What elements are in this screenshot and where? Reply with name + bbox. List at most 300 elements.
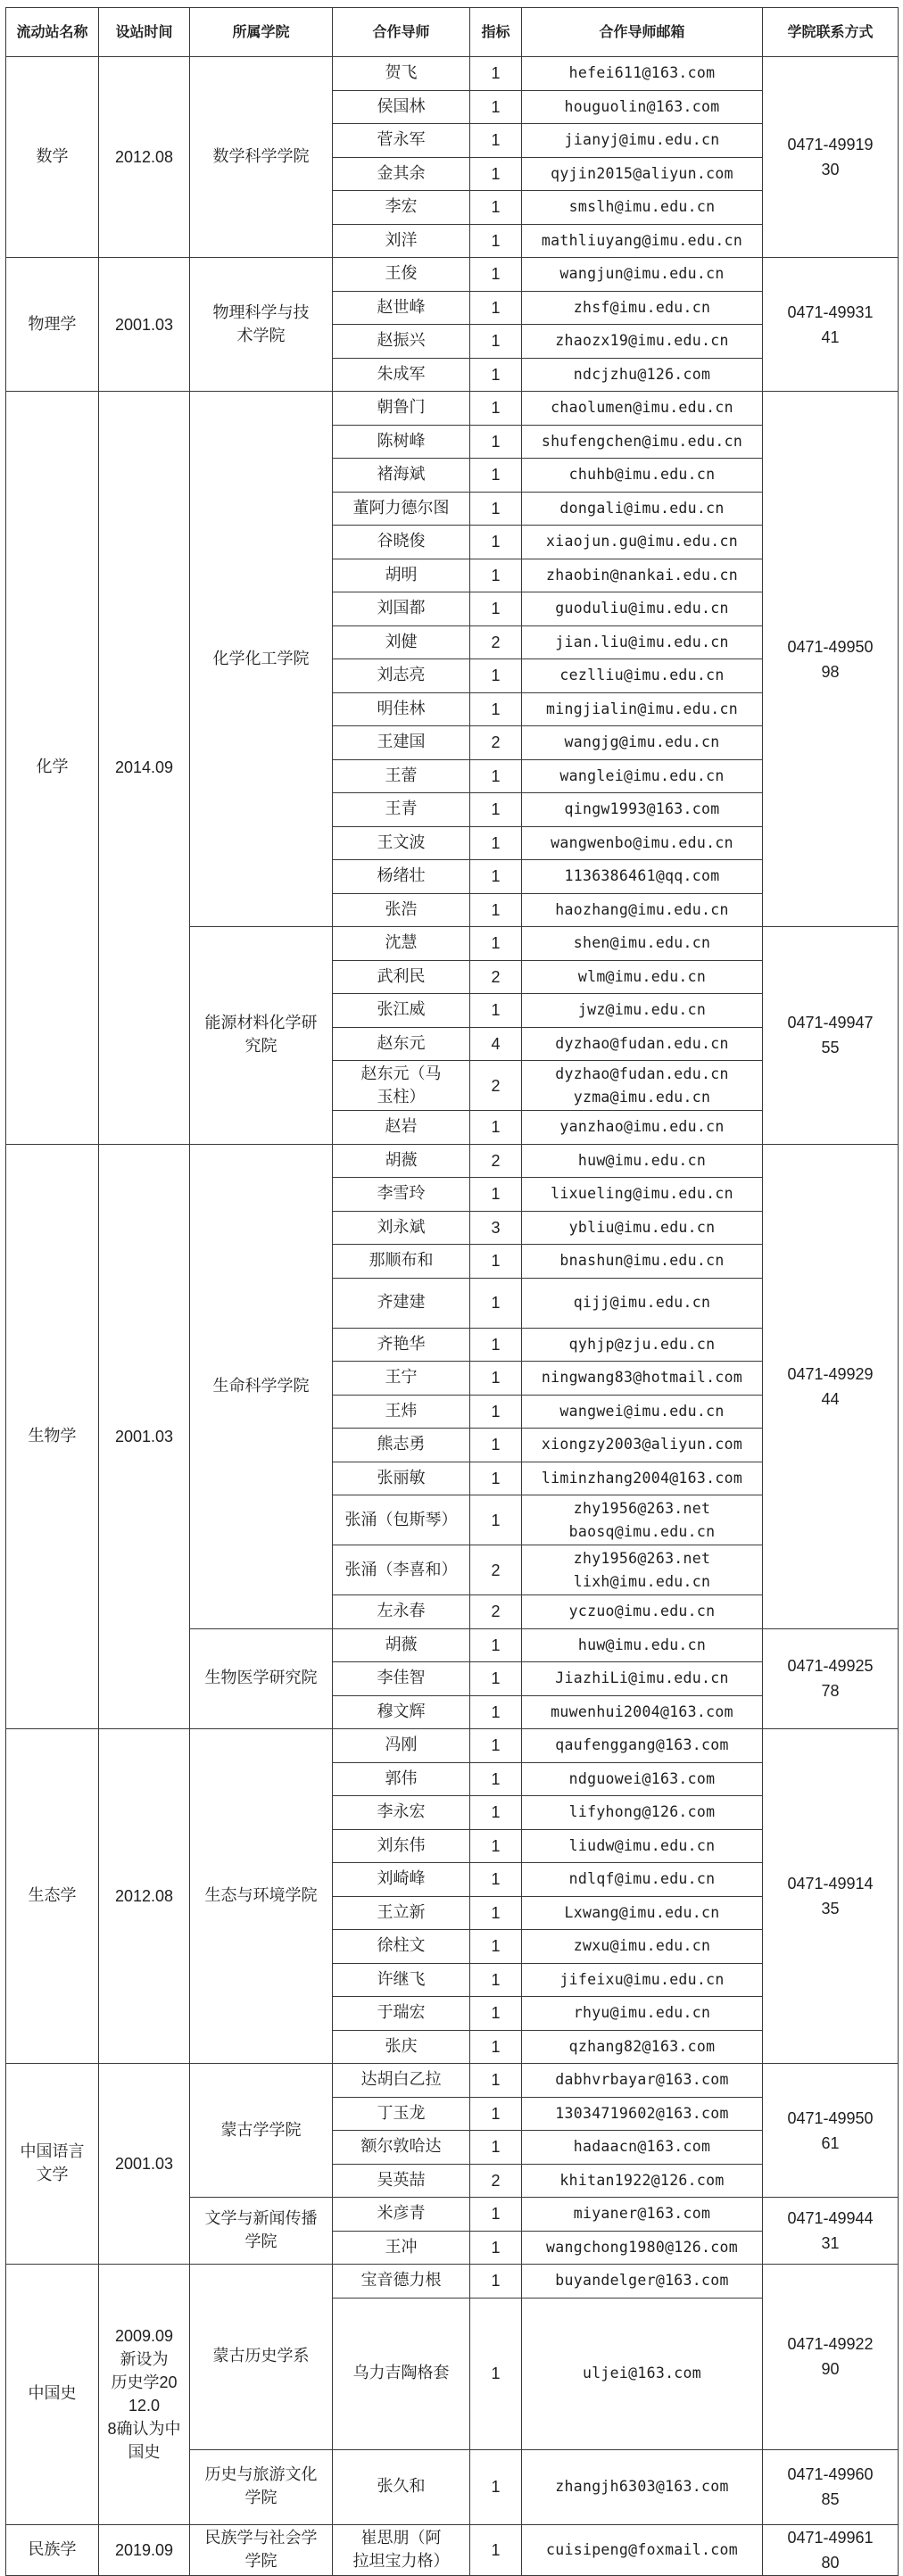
advisor-name: 于瑞宏 xyxy=(333,1997,470,2031)
college-name-line: 能源材料化学研 xyxy=(204,1014,318,1033)
advisor-table xyxy=(5,7,899,2576)
advisor-name: 金其余 xyxy=(333,157,470,191)
advisor-name: 许继飞 xyxy=(333,1963,470,1997)
college-name-line: 民族学与社会学 xyxy=(204,2528,318,2547)
advisor-email[interactable]: dyzhao@fudan.edu.cn xyxy=(522,1027,763,1061)
college-contact xyxy=(763,2064,899,2198)
advisor-email[interactable]: smslh@imu.edu.cn xyxy=(522,191,763,225)
advisor-quota: 1 xyxy=(470,659,522,693)
advisor-email[interactable]: jifeixu@imu.edu.cn xyxy=(522,1963,763,1997)
advisor-email[interactable]: jianyj@imu.edu.cn xyxy=(522,124,763,158)
contact-line: 0471-49950 xyxy=(787,637,874,656)
advisor-quota: 2 xyxy=(470,1545,522,1595)
advisor-name: 齐建建 xyxy=(333,1278,470,1328)
college-contact xyxy=(763,392,899,927)
advisor-email[interactable]: jian.liu@imu.edu.cn xyxy=(522,625,763,659)
advisor-email[interactable]: shen@imu.edu.cn xyxy=(522,927,763,961)
advisor-name: 沈慧 xyxy=(333,927,470,961)
advisor-email[interactable]: houguolin@163.com xyxy=(522,90,763,124)
college-name: 生态与环境学院 xyxy=(190,1729,333,2064)
advisor-email[interactable]: JiazhiLi@imu.edu.cn xyxy=(522,1662,763,1696)
advisor-name: 乌力吉陶格套 xyxy=(333,2298,470,2449)
college-name xyxy=(190,2449,333,2524)
advisor-quota: 1 xyxy=(470,191,522,225)
college-contact xyxy=(763,57,899,258)
advisor-quota: 1 xyxy=(470,2131,522,2165)
advisor-name: 武利民 xyxy=(333,960,470,994)
advisor-email[interactable] xyxy=(522,1061,763,1111)
advisor-name: 刘东伟 xyxy=(333,1829,470,1863)
advisor-name: 王文波 xyxy=(333,826,470,860)
advisor-name: 王炜 xyxy=(333,1395,470,1429)
advisor-quota: 2 xyxy=(470,1144,522,1178)
advisor-email[interactable]: huw@imu.edu.cn xyxy=(522,1144,763,1178)
advisor-quota: 1 xyxy=(470,1328,522,1362)
advisor-quota: 1 xyxy=(470,157,522,191)
advisor-name: 冯刚 xyxy=(333,1729,470,1763)
advisor-quota: 1 xyxy=(470,994,522,1028)
advisor-name: 张江威 xyxy=(333,994,470,1028)
advisor-quota: 1 xyxy=(470,2265,522,2299)
advisor-name: 刘永斌 xyxy=(333,1211,470,1245)
station-name-line: 文学 xyxy=(36,2166,69,2184)
advisor-name: 穆文辉 xyxy=(333,1695,470,1729)
advisor-email[interactable]: bnashun@imu.edu.cn xyxy=(522,1245,763,1279)
advisor-quota: 1 xyxy=(470,1963,522,1997)
advisor-quota: 1 xyxy=(470,2449,522,2524)
advisor-name: 王冲 xyxy=(333,2231,470,2265)
advisor-email[interactable]: chaolumen@imu.edu.cn xyxy=(522,392,763,426)
college-contact xyxy=(763,1729,899,2064)
contact-line: 0471-49925 xyxy=(787,1657,874,1676)
station-name xyxy=(6,2064,99,2265)
advisor-email[interactable] xyxy=(522,1545,763,1595)
advisor-name: 李宏 xyxy=(333,191,470,225)
advisor-name: 杨绪壮 xyxy=(333,860,470,894)
college-contact xyxy=(763,2449,899,2524)
advisor-quota: 1 xyxy=(470,860,522,894)
advisor-name: 宝音德力根 xyxy=(333,2265,470,2299)
header-contact: 学院联系方式 xyxy=(763,8,899,57)
advisor-email[interactable]: qzhang82@163.com xyxy=(522,2030,763,2064)
advisor-email[interactable]: mingjialin@imu.edu.cn xyxy=(522,692,763,726)
advisor-name xyxy=(333,1061,470,1111)
advisor-name: 刘健 xyxy=(333,625,470,659)
college-name xyxy=(190,2198,333,2265)
advisor-name: 刘志亮 xyxy=(333,659,470,693)
college-contact xyxy=(763,2265,899,2450)
college-name-line: 文学与新闻传播 xyxy=(204,2209,318,2228)
table-row xyxy=(6,57,899,91)
advisor-email[interactable]: lifyhong@126.com xyxy=(522,1796,763,1830)
contact-line: 0471-49944 xyxy=(787,2209,874,2227)
advisor-email[interactable]: mathliuyang@imu.edu.cn xyxy=(522,224,763,258)
advisor-email[interactable]: uljei@163.com xyxy=(522,2298,763,2449)
advisor-email[interactable]: 1136386461@qq.com xyxy=(522,860,763,894)
station-year-line: 历史学20 xyxy=(111,2373,178,2392)
advisor-quota: 2 xyxy=(470,2164,522,2198)
advisor-name: 左永春 xyxy=(333,1595,470,1629)
advisor-name-line: 拉坦宝力格） xyxy=(352,2551,450,2571)
advisor-email[interactable]: qaufenggang@163.com xyxy=(522,1729,763,1763)
contact-line: 0471-49950 xyxy=(787,2108,874,2127)
advisor-email-line: zhy1956@263.net xyxy=(573,1499,711,1517)
advisor-quota: 4 xyxy=(470,1027,522,1061)
advisor-email[interactable]: yanzhao@imu.edu.cn xyxy=(522,1111,763,1145)
contact-line: 85 xyxy=(821,2490,840,2508)
advisor-quota: 1 xyxy=(470,1997,522,2031)
advisor-email[interactable]: muwenhui2004@163.com xyxy=(522,1695,763,1729)
advisor-name: 谷晓俊 xyxy=(333,526,470,559)
advisor-email[interactable]: ndcjzhu@126.com xyxy=(522,358,763,392)
advisor-email[interactable]: qijj@imu.edu.cn xyxy=(522,1278,763,1328)
advisor-name: 明佳林 xyxy=(333,692,470,726)
advisor-quota: 1 xyxy=(470,291,522,325)
college-contact xyxy=(763,927,899,1145)
advisor-email[interactable]: Lxwang@imu.edu.cn xyxy=(522,1896,763,1930)
table-row xyxy=(6,1144,899,1178)
advisor-name: 王宁 xyxy=(333,1362,470,1396)
advisor-quota: 1 xyxy=(470,927,522,961)
contact-line: 0471-49929 xyxy=(787,1364,874,1383)
station-name: 化学 xyxy=(6,392,99,1145)
advisor-quota: 1 xyxy=(470,559,522,592)
advisor-quota: 1 xyxy=(470,2298,522,2449)
advisor-email[interactable]: miyaner@163.com xyxy=(522,2198,763,2232)
advisor-email[interactable]: liudw@imu.edu.cn xyxy=(522,1829,763,1863)
station-name-line: 中国语言 xyxy=(20,2142,85,2161)
advisor-name: 徐柱文 xyxy=(333,1930,470,1964)
advisor-quota: 1 xyxy=(470,759,522,793)
advisor-name: 张久和 xyxy=(333,2449,470,2524)
advisor-email[interactable]: hefei611@163.com xyxy=(522,57,763,91)
advisor-quota: 1 xyxy=(470,1896,522,1930)
advisor-email[interactable]: wlm@imu.edu.cn xyxy=(522,960,763,994)
station-year: 2012.08 xyxy=(99,1729,190,2064)
advisor-email-line: dyzhao@fudan.edu.cn xyxy=(555,1064,729,1082)
advisor-name: 刘崎峰 xyxy=(333,1863,470,1897)
advisor-name: 朝鲁门 xyxy=(333,392,470,426)
advisor-quota: 1 xyxy=(470,1111,522,1145)
station-name: 中国史 xyxy=(6,2265,99,2525)
advisor-quota: 1 xyxy=(470,1362,522,1396)
advisor-email-line: lixh@imu.edu.cn xyxy=(573,1572,711,1590)
college-name-line: 术学院 xyxy=(236,326,286,345)
advisor-quota: 1 xyxy=(470,224,522,258)
advisor-quota: 2 xyxy=(470,1061,522,1111)
college-contact xyxy=(763,258,899,392)
contact-line: 35 xyxy=(821,1900,840,1918)
advisor-email[interactable]: xiongzy2003@aliyun.com xyxy=(522,1429,763,1462)
advisor-quota: 1 xyxy=(470,57,522,91)
contact-line: 0471-49961 xyxy=(787,2528,874,2547)
advisor-email[interactable]: wangwei@imu.edu.cn xyxy=(522,1395,763,1429)
advisor-name: 张涌（包斯琴） xyxy=(333,1495,470,1545)
college-name-line: 学院 xyxy=(244,2489,278,2507)
advisor-name: 赵东元 xyxy=(333,1027,470,1061)
college-contact xyxy=(763,1144,899,1628)
advisor-email[interactable]: zhsf@imu.edu.cn xyxy=(522,291,763,325)
contact-line: 0471-49919 xyxy=(787,136,874,153)
advisor-email[interactable]: guoduliu@imu.edu.cn xyxy=(522,592,763,626)
contact-line: 0471-49960 xyxy=(787,2465,874,2483)
advisor-name-line: 崔思朋（阿 xyxy=(360,2528,442,2547)
contact-line: 41 xyxy=(821,327,840,346)
advisor-email[interactable]: cuisipeng@foxmail.com xyxy=(522,2524,763,2575)
advisor-quota: 1 xyxy=(470,492,522,526)
advisor-name: 张庆 xyxy=(333,2030,470,2064)
advisor-name-line: 玉柱） xyxy=(377,1087,426,1106)
advisor-email[interactable]: xiaojun.gu@imu.edu.cn xyxy=(522,526,763,559)
advisor-name: 米彦青 xyxy=(333,2198,470,2232)
advisor-quota: 1 xyxy=(470,425,522,459)
advisor-email[interactable]: yczuo@imu.edu.cn xyxy=(522,1595,763,1629)
header-row xyxy=(6,8,899,57)
contact-line: 61 xyxy=(821,2133,840,2152)
college-name xyxy=(190,2524,333,2575)
advisor-quota: 1 xyxy=(470,592,522,626)
advisor-name-line: 赵东元（马 xyxy=(360,1064,442,1083)
station-year xyxy=(99,2265,190,2525)
advisor-quota: 1 xyxy=(470,258,522,292)
contact-line: 80 xyxy=(821,2553,840,2572)
advisor-email[interactable]: haozhang@imu.edu.cn xyxy=(522,893,763,927)
advisor-quota: 1 xyxy=(470,392,522,426)
header-quota: 指标 xyxy=(470,8,522,57)
advisor-name: 那顺布和 xyxy=(333,1245,470,1279)
advisor-email[interactable]: shufengchen@imu.edu.cn xyxy=(522,425,763,459)
advisor-name: 胡明 xyxy=(333,559,470,592)
advisor-quota: 1 xyxy=(470,893,522,927)
advisor-name: 李雪玲 xyxy=(333,1178,470,1212)
contact-line: 55 xyxy=(821,1039,840,1057)
advisor-email[interactable]: ndguowei@163.com xyxy=(522,1762,763,1796)
advisor-email[interactable]: wangjun@imu.edu.cn xyxy=(522,258,763,292)
contact-line: 98 xyxy=(821,662,840,681)
advisor-quota: 1 xyxy=(470,1829,522,1863)
advisor-quota: 1 xyxy=(470,124,522,158)
station-year: 2019.09 xyxy=(99,2524,190,2575)
advisor-quota: 1 xyxy=(470,1762,522,1796)
advisor-quota: 1 xyxy=(470,1695,522,1729)
advisor-name: 郭伟 xyxy=(333,1762,470,1796)
advisor-email[interactable]: wangwenbo@imu.edu.cn xyxy=(522,826,763,860)
college-name: 化学化工学院 xyxy=(190,392,333,927)
advisor-quota: 1 xyxy=(470,692,522,726)
advisor-email[interactable]: buyandelger@163.com xyxy=(522,2265,763,2299)
college-name-line: 历史与旅游文化 xyxy=(204,2465,318,2484)
advisor-email[interactable]: jwz@imu.edu.cn xyxy=(522,994,763,1028)
header-year: 设站时间 xyxy=(99,8,190,57)
advisor-name: 朱成军 xyxy=(333,358,470,392)
table-row xyxy=(6,2064,899,2098)
advisor-name: 达胡白乙拉 xyxy=(333,2064,470,2098)
advisor-name: 张丽敏 xyxy=(333,1462,470,1495)
advisor-email[interactable]: ybliu@imu.edu.cn xyxy=(522,1211,763,1245)
advisor-quota: 1 xyxy=(470,793,522,827)
advisor-name: 侯国林 xyxy=(333,90,470,124)
station-year: 2001.03 xyxy=(99,1144,190,1729)
advisor-quota: 2 xyxy=(470,726,522,760)
advisor-quota: 1 xyxy=(470,2030,522,2064)
advisor-name: 褚海斌 xyxy=(333,459,470,493)
advisor-email-line: baosq@imu.edu.cn xyxy=(568,1522,716,1540)
advisor-name: 赵世峰 xyxy=(333,291,470,325)
advisor-name: 李佳智 xyxy=(333,1662,470,1696)
advisor-quota: 1 xyxy=(470,1662,522,1696)
college-name-line: 学院 xyxy=(244,2232,278,2251)
station-name: 生态学 xyxy=(6,1729,99,2064)
advisor-name: 齐艳华 xyxy=(333,1328,470,1362)
station-name: 民族学 xyxy=(6,2524,99,2575)
advisor-email[interactable]: lixueling@imu.edu.cn xyxy=(522,1178,763,1212)
advisor-quota: 1 xyxy=(470,1729,522,1763)
advisor-email[interactable]: liminzhang2004@163.com xyxy=(522,1462,763,1495)
station-year: 2012.08 xyxy=(99,57,190,258)
advisor-email[interactable]: zhangjh6303@163.com xyxy=(522,2449,763,2524)
advisor-quota: 2 xyxy=(470,1595,522,1629)
station-year-line: 2009.09 xyxy=(114,2327,174,2346)
advisor-name: 赵振兴 xyxy=(333,325,470,359)
header-email: 合作导师邮箱 xyxy=(522,8,763,57)
station-name: 生物学 xyxy=(6,1144,99,1729)
advisor-name: 张涌（李喜和） xyxy=(333,1545,470,1595)
table-row xyxy=(6,2524,899,2575)
advisor-quota: 1 xyxy=(470,526,522,559)
advisor-quota: 1 xyxy=(470,1278,522,1328)
contact-line: 0471-49931 xyxy=(787,302,874,321)
advisor-name: 董阿力德尔图 xyxy=(333,492,470,526)
header-advisor: 合作导师 xyxy=(333,8,470,57)
contact-line: 78 xyxy=(821,1682,840,1701)
advisor-email[interactable]: dongali@imu.edu.cn xyxy=(522,492,763,526)
advisor-quota: 1 xyxy=(470,1930,522,1964)
advisor-email[interactable]: hadaacn@163.com xyxy=(522,2131,763,2165)
advisor-email[interactable]: wanglei@imu.edu.cn xyxy=(522,759,763,793)
advisor-email[interactable]: khitan1922@126.com xyxy=(522,2164,763,2198)
advisor-name: 王建国 xyxy=(333,726,470,760)
advisor-name: 王蕾 xyxy=(333,759,470,793)
college-name: 蒙古历史学系 xyxy=(190,2265,333,2450)
advisor-name: 陈树峰 xyxy=(333,425,470,459)
table-row xyxy=(6,2265,899,2299)
station-year: 2014.09 xyxy=(99,392,190,1145)
college-name-line: 学院 xyxy=(244,2551,278,2571)
table-row xyxy=(6,1729,899,1763)
advisor-email[interactable]: huw@imu.edu.cn xyxy=(522,1628,763,1662)
advisor-quota: 1 xyxy=(470,1796,522,1830)
advisor-email-line: zhy1956@263.net xyxy=(573,1549,711,1567)
contact-line: 0471-49922 xyxy=(787,2335,874,2354)
advisor-quota: 1 xyxy=(470,325,522,359)
station-year-line: 8确认为中国史 xyxy=(107,2420,181,2462)
advisor-name: 菅永军 xyxy=(333,124,470,158)
advisor-email[interactable]: 13034719602@163.com xyxy=(522,2097,763,2131)
advisor-name xyxy=(333,2524,470,2575)
advisor-quota: 1 xyxy=(470,826,522,860)
advisor-quota: 1 xyxy=(470,1429,522,1462)
advisor-email[interactable]: cezlliu@imu.edu.cn xyxy=(522,659,763,693)
table-row xyxy=(6,392,899,426)
advisor-quota: 1 xyxy=(470,2198,522,2232)
advisor-email[interactable]: qyjin2015@aliyun.com xyxy=(522,157,763,191)
advisor-email[interactable]: rhyu@imu.edu.cn xyxy=(522,1997,763,2031)
advisor-quota: 1 xyxy=(470,1462,522,1495)
contact-line: 30 xyxy=(821,161,840,178)
college-name: 生命科学学院 xyxy=(190,1144,333,1628)
advisor-name: 胡薇 xyxy=(333,1144,470,1178)
advisor-quota: 1 xyxy=(470,90,522,124)
college-name xyxy=(190,927,333,1145)
advisor-name: 王青 xyxy=(333,793,470,827)
header-college: 所属学院 xyxy=(190,8,333,57)
station-year-line: 12.0 xyxy=(128,2397,161,2415)
contact-line: 44 xyxy=(821,1389,840,1408)
advisor-name: 丁玉龙 xyxy=(333,2097,470,2131)
college-name-line: 物理科学与技 xyxy=(212,302,310,322)
advisor-email[interactable]: wangjg@imu.edu.cn xyxy=(522,726,763,760)
college-name: 蒙古学学院 xyxy=(190,2064,333,2198)
advisor-quota: 1 xyxy=(470,2097,522,2131)
station-year: 2001.03 xyxy=(99,2064,190,2265)
advisor-email[interactable]: wangchong1980@126.com xyxy=(522,2231,763,2265)
advisor-name: 熊志勇 xyxy=(333,1429,470,1462)
advisor-name: 额尔敦哈达 xyxy=(333,2131,470,2165)
advisor-name: 吴英喆 xyxy=(333,2164,470,2198)
advisor-email[interactable]: zhaozx19@imu.edu.cn xyxy=(522,325,763,359)
advisor-quota: 2 xyxy=(470,960,522,994)
advisor-quota: 1 xyxy=(470,2064,522,2098)
advisor-quota: 1 xyxy=(470,1245,522,1279)
college-contact xyxy=(763,2524,899,2575)
college-name: 生物医学研究院 xyxy=(190,1628,333,1729)
advisor-name: 王立新 xyxy=(333,1896,470,1930)
advisor-email[interactable]: dabhvrbayar@163.com xyxy=(522,2064,763,2098)
table-row xyxy=(6,258,899,292)
advisor-email[interactable]: qyhjp@zju.edu.cn xyxy=(522,1328,763,1362)
contact-line: 0471-49914 xyxy=(787,1875,874,1893)
contact-line: 0471-49947 xyxy=(787,1014,874,1032)
college-name-line: 究院 xyxy=(244,1037,278,1056)
advisor-name: 赵岩 xyxy=(333,1111,470,1145)
college-contact xyxy=(763,1628,899,1729)
advisor-email[interactable]: chuhb@imu.edu.cn xyxy=(522,459,763,493)
advisor-name: 李永宏 xyxy=(333,1796,470,1830)
advisor-quota: 1 xyxy=(470,358,522,392)
advisor-quota: 1 xyxy=(470,2231,522,2265)
advisor-email[interactable]: qingw1993@163.com xyxy=(522,793,763,827)
advisor-quota: 1 xyxy=(470,1863,522,1897)
advisor-name: 张浩 xyxy=(333,893,470,927)
station-year: 2001.03 xyxy=(99,258,190,392)
advisor-email[interactable]: zwxu@imu.edu.cn xyxy=(522,1930,763,1964)
advisor-quota: 1 xyxy=(470,2524,522,2575)
station-name: 物理学 xyxy=(6,258,99,392)
college-name: 数学科学学院 xyxy=(190,57,333,258)
advisor-email[interactable]: ndlqf@imu.edu.cn xyxy=(522,1863,763,1897)
college-contact xyxy=(763,2198,899,2265)
advisor-email[interactable] xyxy=(522,1495,763,1545)
header-station: 流动站名称 xyxy=(6,8,99,57)
advisor-email[interactable]: ningwang83@hotmail.com xyxy=(522,1362,763,1396)
advisor-quota: 3 xyxy=(470,1211,522,1245)
advisor-email[interactable]: zhaobin@nankai.edu.cn xyxy=(522,559,763,592)
station-year-line: 新设为 xyxy=(120,2350,169,2369)
advisor-quota: 2 xyxy=(470,625,522,659)
station-name: 数学 xyxy=(6,57,99,258)
college-name xyxy=(190,258,333,392)
advisor-email-line: yzma@imu.edu.cn xyxy=(573,1088,711,1106)
